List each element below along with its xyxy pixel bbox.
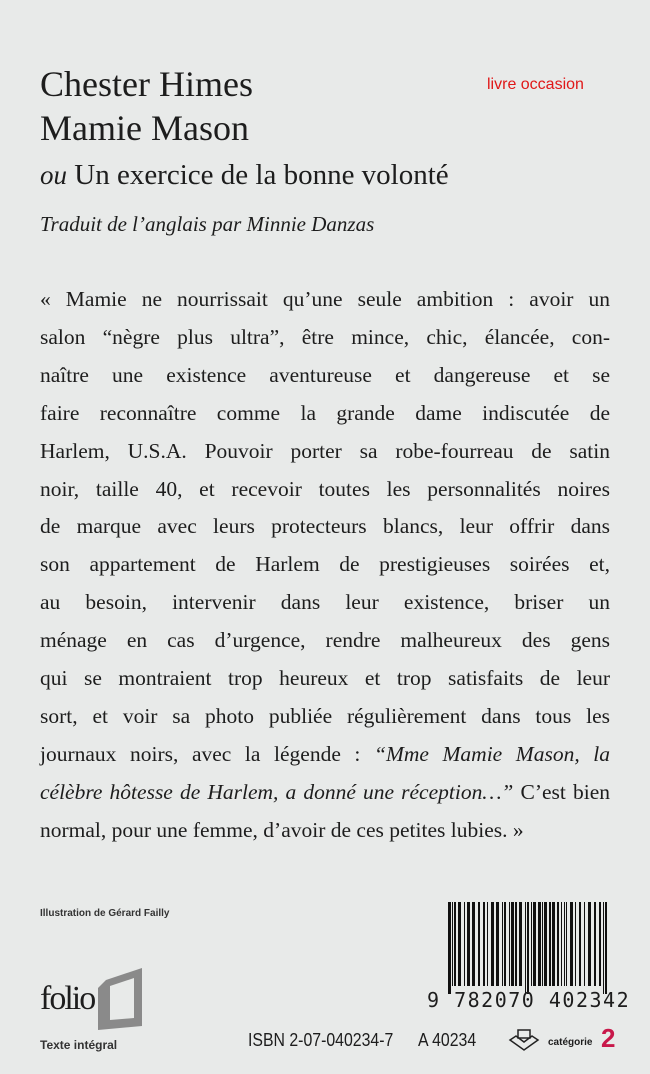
barcode-bar (491, 902, 494, 986)
category-number: 2 (601, 1023, 616, 1053)
blurb-text: qui se montraient trop heureux et trop satisfaits de leur (40, 666, 610, 690)
blurb-text: son appartement de Harlem de prestigieuses soirées et, (40, 552, 610, 577)
barcode-bar (594, 902, 596, 986)
blurb-line (40, 817, 610, 843)
blurb-line (40, 286, 610, 312)
barcode-bar (519, 902, 522, 986)
barcode-bar (496, 902, 499, 986)
blurb-text: normal, pour une femme, d’avoir de ces petites lubies. » (40, 817, 524, 842)
barcode-bar (584, 902, 585, 986)
barcode-bar (483, 902, 485, 986)
edition-label: Texte intégral (40, 1038, 118, 1052)
barcode-bar (603, 902, 604, 994)
blurb-line (40, 438, 610, 464)
blurb-text: salon “nègre plus ultra”, être mince, chic, élancée, con- (40, 324, 610, 349)
barcode-bar (566, 902, 567, 986)
blurb-line (40, 741, 610, 767)
barcode-bar (467, 902, 470, 986)
blurb-text: au besoin, intervenir dans leur existence, briser un (40, 590, 610, 615)
barcode-number: 9 782070 402342 (427, 988, 631, 1012)
barcode-bar (544, 902, 547, 986)
barcode-bar (478, 902, 480, 986)
barcode-bar (552, 902, 555, 986)
quote-italic: “Mme Mamie Mason, la (374, 741, 610, 766)
barcode-bar (549, 902, 551, 986)
blurb-text: faire reconnaître comme la grande dame indiscutée de (40, 400, 610, 425)
barcode-bar (502, 902, 503, 986)
author-name: Chester Himes (40, 64, 253, 104)
barcode-bar (454, 902, 456, 986)
barcode-bar (533, 902, 536, 986)
blurb-text: noir, taille 40, et recevoir toutes les personnalités noires (40, 476, 610, 501)
blurb-line (40, 362, 610, 388)
blurb-line (40, 627, 610, 653)
blurb-text: ménage en cas d’urgence, rendre malheureux des gens (40, 628, 610, 653)
barcode (440, 902, 610, 994)
book-title: Mamie Mason (40, 108, 249, 148)
barcode-bar (515, 902, 517, 986)
quote-italic: célèbre hôtesse de Harlem, a donné une réception…” (40, 779, 514, 804)
blurb-line (40, 551, 610, 577)
blurb-line (40, 513, 610, 539)
blurb-line (40, 779, 610, 805)
barcode-bar (564, 902, 565, 986)
barcode-bar (570, 902, 573, 986)
blurb-text: journaux noirs, avec la légende : (40, 741, 374, 766)
barcode-bar (511, 902, 514, 986)
blurb-text: de marque avec leurs protecteurs blancs, leur offrir dans (40, 514, 610, 539)
blurb-line (40, 589, 610, 615)
barcode-bar (561, 902, 562, 986)
barcode-bar (542, 902, 543, 986)
barcode-bar (575, 902, 576, 986)
blurb-text: naître une existence aventureuse et dangereuse et se (40, 362, 610, 387)
barcode-bar (448, 902, 451, 994)
blurb-text: sort, et voir sa photo publiée régulièrement dans tous les (40, 703, 610, 728)
translator-credit: Traduit de l’anglais par Minnie Danzas (40, 212, 375, 236)
barcode-bar (588, 902, 591, 986)
blurb-text: Harlem, U.S.A. Pouvoir porter sa robe-fourreau de satin (40, 438, 610, 463)
barcode-bar (557, 902, 559, 986)
blurb-line (40, 400, 610, 426)
barcode-bar (579, 902, 581, 986)
used-book-tag: livre occasion (487, 76, 584, 93)
blurb-line (40, 476, 610, 502)
barcode-bar (458, 902, 461, 986)
gallimard-emblem-icon (508, 1028, 540, 1052)
barcode-bar (472, 902, 475, 986)
barcode-bar (531, 902, 532, 986)
catalog-code: A 40234 (418, 1030, 477, 1050)
barcode-bar (504, 902, 506, 986)
barcode-bar (464, 902, 465, 986)
isbn: ISBN 2-07-040234-7 (248, 1030, 394, 1050)
barcode-bar (525, 902, 526, 994)
barcode-bar (605, 902, 607, 994)
blurb-text: « Mamie ne nourrissait qu’une seule ambition : avoir un (40, 287, 610, 311)
subtitle-text: Un exercice de la bonne volonté (74, 159, 449, 191)
barcode-bar (487, 902, 488, 986)
blurb-line (40, 324, 610, 350)
blurb-line (40, 665, 610, 691)
barcode-bar (599, 902, 601, 986)
blurb-line (40, 703, 610, 729)
blurb-text: C’est bien (513, 779, 610, 804)
subtitle-prefix: ou (40, 160, 67, 190)
folio-logo-icon (86, 968, 146, 1030)
barcode-bar (538, 902, 541, 986)
illustration-credit: Illustration de Gérard Failly (40, 908, 170, 919)
publisher-logo: folio (40, 980, 95, 1017)
barcode-bar (527, 902, 529, 994)
barcode-bar (509, 902, 510, 986)
category-label: catégorie (548, 1037, 593, 1048)
barcode-bar (452, 902, 453, 986)
book-subtitle (40, 158, 449, 192)
